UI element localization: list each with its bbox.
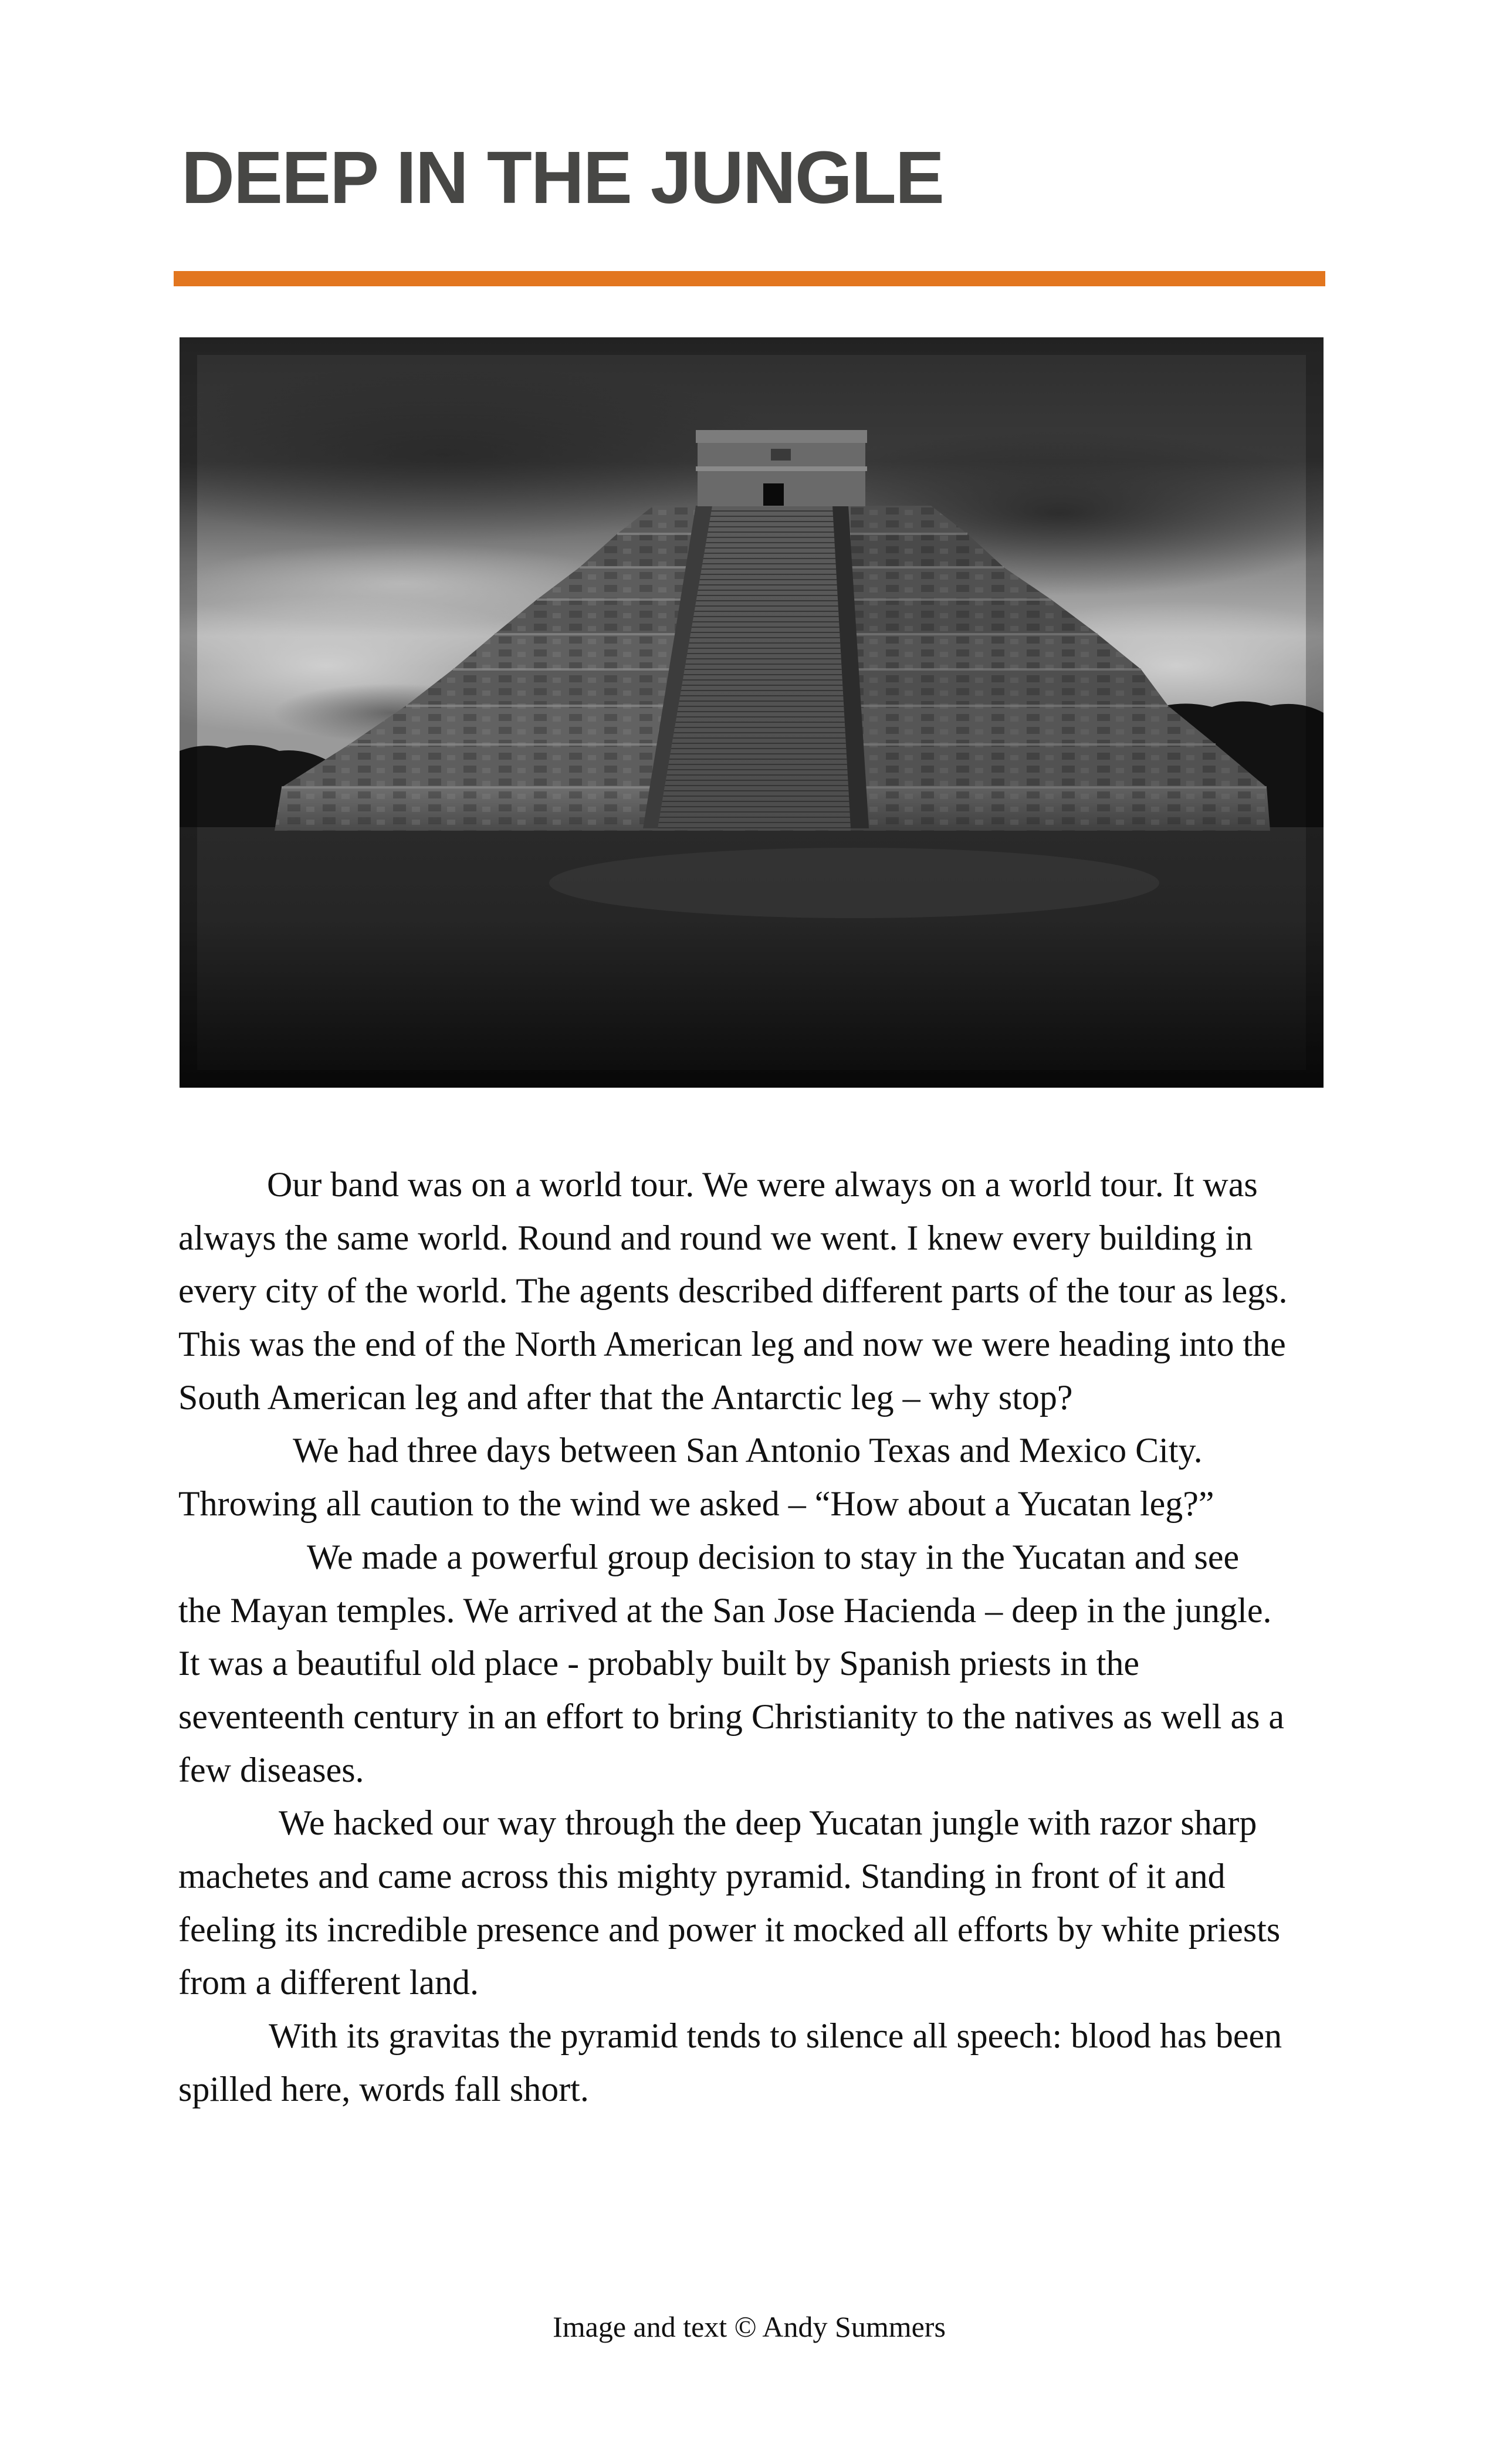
- paragraph-3-line: seventeenth century in an effort to bring Christianity to the natives as well as a: [178, 1697, 1285, 1736]
- paragraph-4-line: We hacked our way through the deep Yucatan jungle with razor sharp: [279, 1803, 1257, 1843]
- paragraph-1-line: always the same world. Round and round we went. I knew every building in: [178, 1218, 1253, 1257]
- pyramid-photo: [180, 337, 1324, 1088]
- paragraph-3-line: the Mayan temples. We arrived at the San Jose Hacienda – deep in the jungle.: [178, 1590, 1272, 1630]
- paragraph-5-line: With its gravitas the pyramid tends to silence all speech: blood has been: [269, 2016, 1282, 2055]
- paragraph-1-line: South American leg and after that the Antarctic leg – why stop?: [178, 1377, 1073, 1417]
- paragraph-3-line: It was a beautiful old place - probably built by Spanish priests in the: [178, 1644, 1139, 1683]
- pyramid-photo-illustration: [180, 337, 1324, 1088]
- paragraph-5-line: spilled here, words fall short.: [178, 2069, 589, 2108]
- paragraph-2-line: Throwing all caution to the wind we asked – “How about a Yucatan leg?”: [178, 1484, 1214, 1524]
- paragraph-4-line: machetes and came across this mighty pyramid. Standing in front of it and: [178, 1856, 1226, 1896]
- paragraph-1-line: Our band was on a world tour. We were always on a world tour. It was: [267, 1165, 1258, 1204]
- copyright-footer: Image and text © Andy Summers: [553, 2310, 946, 2343]
- paragraph-3-line: We made a powerful group decision to stay in the Yucatan and see: [307, 1537, 1240, 1576]
- path-clearing: [549, 848, 1159, 918]
- page-title: DEEP IN THE JUNGLE: [181, 136, 943, 219]
- title-underline-rule: [174, 271, 1325, 286]
- paragraph-3-line: few diseases.: [178, 1750, 364, 1789]
- paragraph-4-line: feeling its incredible presence and power it mocked all efforts by white priests: [178, 1910, 1281, 1949]
- story-body: [178, 1158, 1346, 2116]
- paragraph-4-line: from a different land.: [178, 1963, 479, 2002]
- paragraph-1-line: This was the end of the North American leg and now we were heading into the: [178, 1325, 1286, 1364]
- temple-doorway: [763, 483, 784, 506]
- paragraph-1-line: every city of the world. The agents described different parts of the tour as legs.: [178, 1271, 1288, 1311]
- paragraph-2-line: We had three days between San Antonio Texas and Mexico City.: [293, 1431, 1203, 1470]
